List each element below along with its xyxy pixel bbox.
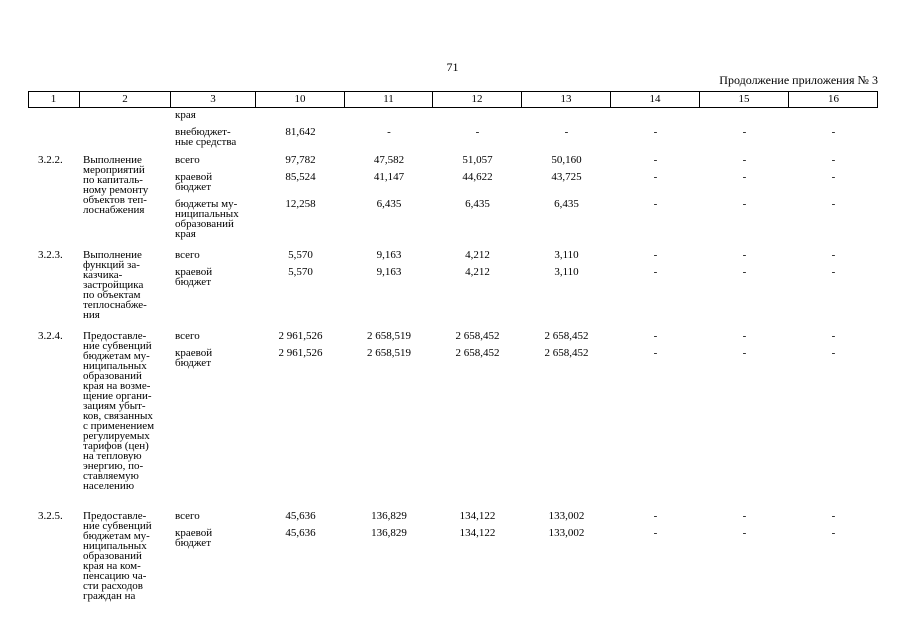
table-row-3.2.2.-0-col-12: 51,057 <box>462 154 493 166</box>
table-row-3.2.3.-1-col-13: 3,110 <box>554 266 579 278</box>
table-row-3.2.4.-0-col-14: - <box>653 330 658 342</box>
table-row-3.2.2.-1-col-10: 85,524 <box>285 171 316 183</box>
table-row-3.2.2.-2-col-15: - <box>742 198 747 210</box>
table-row-3.2.3.-0-col-15: - <box>742 249 747 261</box>
column-header-11: 11 <box>345 92 433 107</box>
section-name: Предоставле- ние субвенций бюджетам му- ниципальных образований края на ком- пенсацию ча- сти расходов граждан на <box>83 510 152 602</box>
table-row-3.2.3.-1-col-12: 4,212 <box>465 266 490 278</box>
source-label: всего <box>175 249 200 261</box>
column-header-2: 2 <box>80 92 171 107</box>
continued-row-col-13: - <box>564 126 569 138</box>
source-label: всего <box>175 154 200 166</box>
table-row-3.2.5.-1-col-16: - <box>831 527 836 539</box>
table-row-3.2.3.-1-col-10: 5,570 <box>288 266 313 278</box>
table-row-3.2.2.-2-col-11: 6,435 <box>376 198 402 210</box>
table-row-3.2.2.-0-col-15: - <box>742 154 747 166</box>
table-row-3.2.4.-0-col-12: 2 658,452 <box>455 330 500 342</box>
table-row-3.2.2.-2-col-16: - <box>831 198 836 210</box>
source-label: краевой бюджет <box>175 171 213 193</box>
table-row-3.2.4.-1-col-14: - <box>653 347 658 359</box>
source-label: внебюджет- ные средства <box>175 126 237 148</box>
table-row-3.2.4.-0-col-11: 2 658,519 <box>367 330 411 342</box>
column-header-12: 12 <box>433 92 522 107</box>
table-row-3.2.3.-1-col-16: - <box>831 266 836 278</box>
table-row-3.2.5.-0-col-12: 134,122 <box>459 510 496 522</box>
table-row-3.2.2.-1-col-16: - <box>831 171 836 183</box>
table-row-3.2.3.-1-col-14: - <box>653 266 658 278</box>
continued-row-col-16: - <box>831 126 836 138</box>
table-row-3.2.3.-0-col-16: - <box>831 249 836 261</box>
table-row-3.2.2.-1-col-14: - <box>653 171 658 183</box>
section-number: 3.2.4. <box>38 330 63 342</box>
continued-row-col-15: - <box>742 126 747 138</box>
table-row-3.2.5.-1-col-10: 45,636 <box>285 527 316 539</box>
table-row-3.2.5.-0-col-14: - <box>653 510 658 522</box>
table-row-3.2.2.-2-col-10: 12,258 <box>285 198 316 210</box>
table-row-3.2.2.-2-col-13: 6,435 <box>554 198 579 210</box>
table-row-3.2.4.-0-col-15: - <box>742 330 747 342</box>
table-row-3.2.4.-1-col-13: 2 658,452 <box>544 347 589 359</box>
section-number: 3.2.2. <box>38 154 63 166</box>
table-row-3.2.5.-0-col-11: 136,829 <box>371 510 407 522</box>
source-label: краевой бюджет <box>175 266 213 288</box>
table-row-3.2.2.-1-col-12: 44,622 <box>462 171 493 183</box>
table-row-3.2.5.-1-col-15: - <box>742 527 747 539</box>
table-row-3.2.3.-0-col-13: 3,110 <box>554 249 579 261</box>
column-header-13: 13 <box>522 92 611 107</box>
table-row-3.2.5.-1-col-11: 136,829 <box>371 527 407 539</box>
table-row-3.2.2.-2-col-14: - <box>653 198 658 210</box>
table-header-row <box>28 91 878 108</box>
continued-row-col-14: - <box>653 126 658 138</box>
table-row-3.2.4.-1-col-16: - <box>831 347 836 359</box>
table-row-3.2.5.-1-col-13: 133,002 <box>548 527 585 539</box>
table-row-3.2.4.-1-col-10: 2 961,526 <box>278 347 323 359</box>
table-row-3.2.3.-1-col-11: 9,163 <box>376 266 402 278</box>
section-number: 3.2.3. <box>38 249 63 261</box>
source-label: всего <box>175 330 200 342</box>
column-header-1: 1 <box>28 92 80 107</box>
table-row-3.2.5.-1-col-12: 134,122 <box>459 527 496 539</box>
table-row-3.2.4.-1-col-11: 2 658,519 <box>367 347 411 359</box>
table-row-3.2.5.-0-col-10: 45,636 <box>285 510 316 522</box>
table-row-3.2.5.-1-col-14: - <box>653 527 658 539</box>
section-name: Выполнение мероприятий по капиталь- ному ремонту объектов теп- лоснабжения <box>83 154 149 216</box>
table-row-3.2.2.-0-col-10: 97,782 <box>285 154 316 166</box>
source-label: бюджеты му- ниципальных образований края <box>175 198 239 240</box>
page-number: 71 <box>446 60 459 74</box>
table-row-3.2.2.-0-col-13: 50,160 <box>551 154 582 166</box>
table-row-3.2.4.-0-col-13: 2 658,452 <box>544 330 589 342</box>
table-row-3.2.2.-1-col-13: 43,725 <box>551 171 582 183</box>
table-row-3.2.3.-1-col-15: - <box>742 266 747 278</box>
column-header-16: 16 <box>828 93 839 105</box>
column-header-14: 14 <box>611 92 700 107</box>
continued-source-label: края <box>175 109 196 121</box>
column-header-3: 3 <box>171 92 256 107</box>
source-label: краевой бюджет <box>175 347 213 369</box>
table-row-3.2.4.-1-col-15: - <box>742 347 747 359</box>
column-header-10: 10 <box>256 92 345 107</box>
continued-row-col-11: - <box>387 126 391 138</box>
table-row-3.2.2.-0-col-14: - <box>653 154 658 166</box>
section-name: Выполнение функций за- казчика- застройщика по объектам теплоснабже- ния <box>83 249 147 321</box>
table-row-3.2.2.-1-col-11: 41,147 <box>373 171 405 183</box>
source-label: всего <box>175 510 200 522</box>
appendix-continuation-label: Продолжение приложения № 3 <box>719 73 878 87</box>
source-label: краевой бюджет <box>175 527 213 549</box>
table-row-3.2.4.-1-col-12: 2 658,452 <box>455 347 500 359</box>
table-row-3.2.4.-0-col-16: - <box>831 330 836 342</box>
table-row-3.2.4.-0-col-10: 2 961,526 <box>278 330 323 342</box>
table-row-3.2.3.-0-col-14: - <box>653 249 658 261</box>
table-row-3.2.3.-0-col-10: 5,570 <box>288 249 313 261</box>
continued-row-col-12: - <box>475 126 480 138</box>
table-row-3.2.3.-0-col-11: 9,163 <box>376 249 402 261</box>
section-number: 3.2.5. <box>38 510 63 522</box>
table-row-3.2.5.-0-col-15: - <box>742 510 747 522</box>
table-row-3.2.5.-0-col-13: 133,002 <box>548 510 585 522</box>
continued-row-col-10: 81,642 <box>285 126 316 138</box>
table-row-3.2.3.-0-col-12: 4,212 <box>465 249 490 261</box>
table-row-3.2.2.-0-col-16: - <box>831 154 836 166</box>
table-row-3.2.5.-0-col-16: - <box>831 510 836 522</box>
table-row-3.2.2.-0-col-11: 47,582 <box>373 154 405 166</box>
table-row-3.2.2.-1-col-15: - <box>742 171 747 183</box>
table-row-3.2.2.-2-col-12: 6,435 <box>465 198 490 210</box>
section-name: Предоставле- ние субвенций бюджетам му- ниципальных образований края на возме- щение органи- зациям убыт- ков, связанных с применением регулируемых тарифов (цен) на тепловую энергию, по- ставляемую населению <box>83 330 155 492</box>
column-header-15: 15 <box>700 92 789 107</box>
